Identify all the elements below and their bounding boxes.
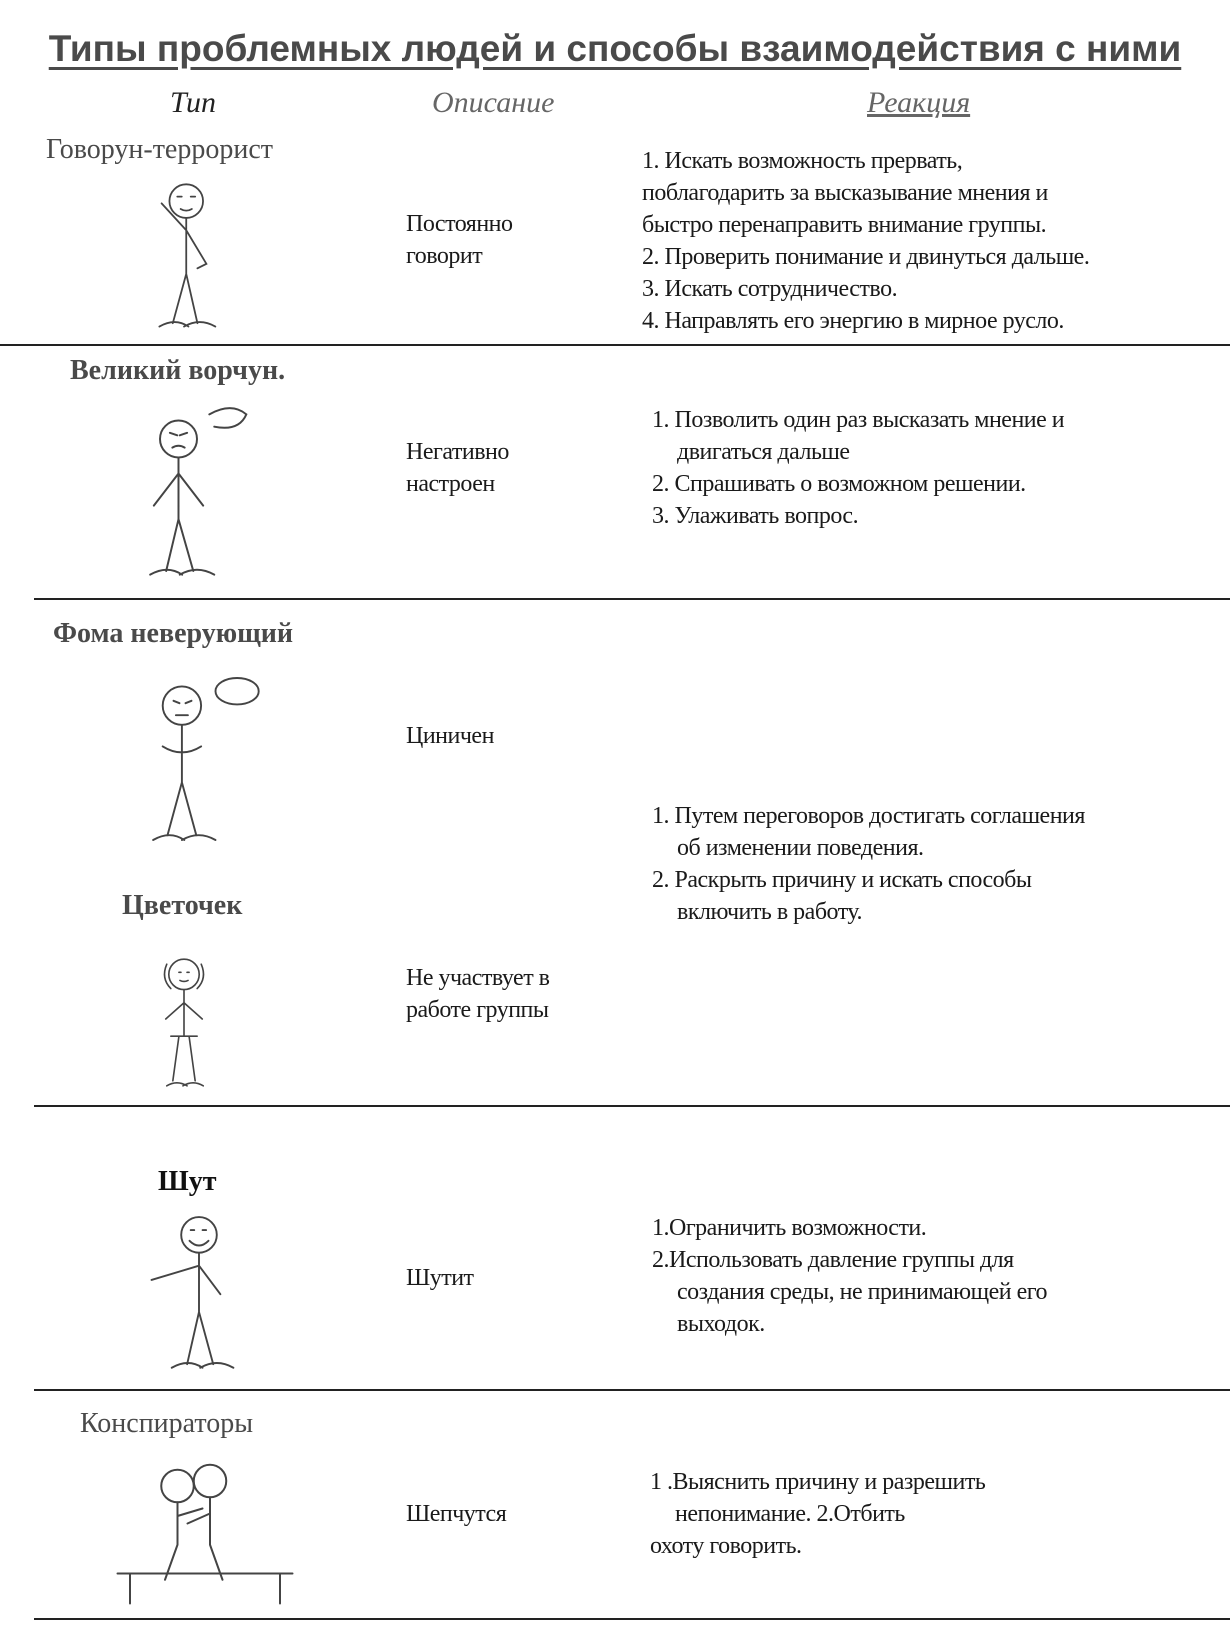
grumbler-illustration	[122, 402, 272, 587]
reaction-line: создания среды, не принимающей его	[677, 1279, 1047, 1305]
reaction-line: об изменении поведения.	[677, 835, 924, 861]
reaction-line: быстро перенаправить внимание группы.	[642, 212, 1047, 238]
reaction-line: 2. Проверить понимание и двинуться дальше.	[642, 244, 1090, 270]
description-line: настроен	[406, 471, 495, 497]
type-name-flower: Цветочек	[122, 890, 243, 921]
type-name-jester: Шут	[158, 1166, 217, 1197]
description-grumbler	[406, 436, 509, 500]
page-title: Типы проблемных людей и способы взаимодействия с ними	[48, 28, 1182, 69]
column-header-reaction: Реакция	[867, 86, 971, 119]
reaction-line: 2. Спрашивать о возможном решении.	[652, 471, 1026, 497]
reaction-conspirators	[650, 1466, 985, 1562]
reaction-line: 1. Искать возможность прервать,	[642, 148, 963, 174]
description-line: Шепчутся	[406, 1501, 507, 1527]
reaction-line: выходок.	[677, 1311, 765, 1337]
reaction-line: 1.Ограничить возможности.	[652, 1215, 927, 1241]
conspirators-illustration	[105, 1456, 305, 1611]
talker-illustration	[128, 172, 240, 340]
reaction-jester	[652, 1212, 1047, 1340]
row-divider	[34, 1618, 1230, 1620]
reaction-line: 1 .Выяснить причину и разрешить	[650, 1469, 986, 1495]
description-flower	[406, 962, 550, 1026]
type-name-conspirators: Конспираторы	[80, 1408, 254, 1439]
reaction-line: 2.Использовать давление группы для	[652, 1247, 1014, 1273]
reaction-talker	[642, 145, 1089, 337]
flower-illustration	[134, 946, 234, 1098]
reaction-line: 2. Раскрыть причину и искать способы	[652, 867, 1032, 893]
type-name-doubting-thomas: Фома неверующий	[53, 618, 294, 649]
row-divider	[34, 1389, 1230, 1391]
type-name-grumbler: Великий ворчун.	[70, 355, 286, 386]
reaction-line: 1. Путем переговоров достигать соглашения	[652, 803, 1085, 829]
reaction-line: охоту говорить.	[650, 1533, 802, 1559]
column-header-type: Тип	[170, 86, 216, 119]
jester-illustration	[130, 1204, 268, 1382]
reaction-line: 3. Улаживать вопрос.	[652, 503, 859, 529]
reaction-line: непонимание. 2.Отбить	[675, 1501, 905, 1527]
doubting-thomas-illustration	[130, 672, 265, 852]
row-divider	[34, 1105, 1230, 1107]
description-conspirators	[406, 1498, 506, 1530]
reaction-line: 1. Позволить один раз высказать мнение и	[652, 407, 1065, 433]
description-line: Негативно	[406, 439, 509, 465]
description-line: Постоянно	[406, 211, 513, 237]
description-talker	[406, 208, 513, 272]
description-line: Не участвует в	[406, 965, 550, 991]
description-line: работе группы	[406, 997, 549, 1023]
description-jester	[406, 1262, 474, 1294]
description-line: говорит	[406, 243, 483, 269]
description-line: Циничен	[406, 723, 494, 749]
row-divider	[34, 598, 1230, 600]
description-doubting-thomas	[406, 720, 494, 752]
reaction-cynic-passive	[652, 800, 1085, 928]
reaction-grumbler	[652, 404, 1064, 532]
column-header-description: Описание	[432, 86, 555, 119]
reaction-line: включить в работу.	[677, 899, 862, 925]
reaction-line: 3. Искать сотрудничество.	[642, 276, 898, 302]
reaction-line: двигаться дальше	[677, 439, 850, 465]
reaction-line: поблагодарить за высказывание мнения и	[642, 180, 1048, 206]
type-name-talker: Говорун-террорист	[46, 134, 274, 165]
reaction-line: 4. Направлять его энергию в мирное русло.	[642, 308, 1064, 334]
row-divider	[0, 344, 1230, 346]
description-line: Шутит	[406, 1265, 474, 1291]
